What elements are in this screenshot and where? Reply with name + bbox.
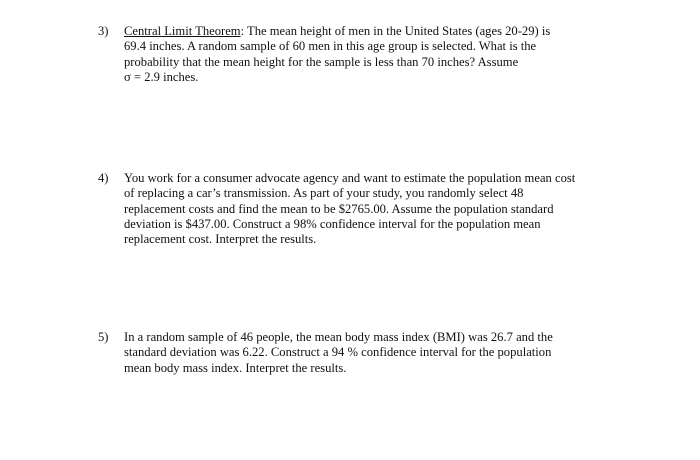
problem-3-title: Central Limit Theorem	[124, 24, 241, 38]
problem-3-number: 3)	[98, 24, 109, 38]
problem-3-line-2: 69.4 inches. A random sample of 60 men in this age group is selected. What is the	[124, 39, 537, 54]
problem-5-line-3: mean body mass index. Interpret the results.	[124, 360, 347, 375]
problem-3-line-4: σ = 2.9 inches.	[124, 69, 199, 84]
problem-4-line-4: deviation is $437.00. Construct a 98% confidence interval for the population mean	[124, 216, 541, 231]
problem-3-line-1	[124, 24, 668, 39]
problem-5-line-2: standard deviation was 6.22. Construct a 94 % confidence interval for the population	[124, 345, 552, 360]
problem-3-line-1-text: The mean height of men in the United States (ages 20-29) is	[244, 24, 551, 38]
problem-5	[98, 330, 668, 376]
problem-3-title-colon: :	[240, 24, 245, 38]
problem-4-line-3: replacement costs and find the mean to be $2765.00. Assume the population standard	[124, 201, 554, 216]
problem-4-line-2: of replacing a car’s transmission. As part of your study, you randomly select 48	[124, 186, 524, 201]
problem-4-number: 4)	[98, 171, 109, 185]
problem-3-text	[124, 24, 668, 85]
problem-4-line-1: You work for a consumer advocate agency and want to estimate the population mean cost	[124, 171, 576, 185]
problem-4-text	[124, 171, 668, 247]
problem-4-line-5: replacement cost. Interpret the results.	[124, 232, 317, 247]
problem-3-line-3: probability that the mean height for the sample is less than 70 inches? Assume	[124, 54, 519, 69]
problem-5-number: 5)	[98, 330, 109, 344]
problem-5-text	[124, 330, 668, 376]
problem-4	[98, 171, 668, 247]
problem-5-line-1: In a random sample of 46 people, the mean body mass index (BMI) was 26.7 and the	[124, 330, 553, 344]
problem-3	[98, 24, 668, 85]
